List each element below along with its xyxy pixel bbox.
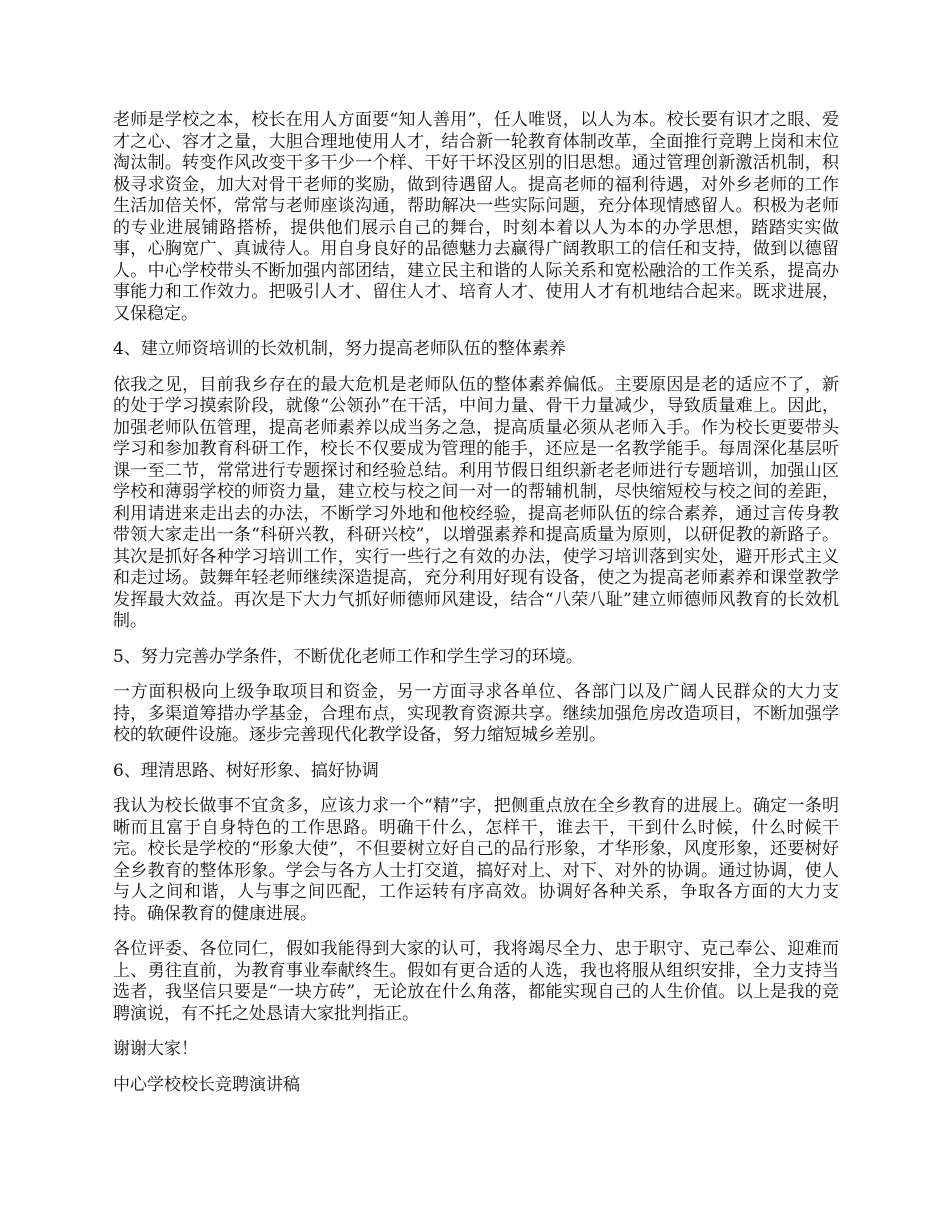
section-heading-4: 4、建立师资培训的长效机制，努力提高老师队伍的整体素养 — [113, 339, 566, 359]
section-heading-6: 6、理清思路、树好形象、搞好协调 — [113, 760, 379, 781]
section-heading-5: 5、努力完善办学条件，不断优化老师工作和学生学习的环境。 — [113, 646, 583, 667]
document-page — [113, 110, 839, 1110]
paragraph-teacher-training: 依我之见，目前我乡存在的最大危机是老师队伍的整体素养偏低。主要原因是老的适应不了，新的处于学习摸索阶段，就像“公领孙”在干活，中间力量、骨干力量减少，导致质量难上。因此，加强老师队伍管理，提高老师素养以成当务之急，提高质量必须从老师入手。作为校长更要带头学习和参加教育科研工作，校长不仅要成为管理的能手，还应是一名教学能手。每周深化基层听课一至二节，常常进行专题探讨和经验总结。利用节假日组织新老老师进行专题培训，加强山区学校和薄弱学校的师资力量，建立校与校之间一对一的帮辅机制，尽快缩短校与校之间的差距，利用请进来走出去的办法，不断学习外地和他校经验，提高老师队伍的综合素养，通过言传身教带领大家走出一条“科研兴教，科研兴校”，以增强素养和提高质量为原则，以研促教的新路子。其次是抓好各种学习培训工作，实行一些行之有效的办法，使学习培训落到实处，避开形式主义和走过场。鼓舞年轻老师继续深造提高，充分利用好现有设备，使之为提高老师素养和课堂教学发挥最大效益。再次是下大力气抓好师德师风建设，结合“八荣八耻”建立师德师风教育的长效机制。 — [113, 374, 839, 631]
paragraph-talent-retention: 老师是学校之本，校长在用人方面要“知人善用”，任人唯贤，以人为本。校长要有识才之眼、爱才之心、容才之量，大胆合理地使用人才，结合新一轮教育体制改革，全面推行竞聘上岗和末位淘汰制。转变作风改变干多干少一个样、干好干坏没区别的旧思想。通过管理创新激活机制，积极寻求资金，加大对骨干老师的奖励，做到待遇留人。提高老师的福利待遇，对外乡老师的工作生活加倍关怀，常常与老师座谈沟通，帮助解决一些实际问题，充分体现情感留人。积极为老师的专业进展铺路搭桥，提供他们展示自己的舞台，时刻本着以人为本的办学思想，踏踏实实做事，心胸宽广、真诚待人。用自身良好的品德魅力去赢得广阔教职工的信任和支持，做到以德留人。中心学校带头不断加强内部团结，建立民主和谐的人际关系和宽松融洽的工作关系，提高办事能力和工作效力。把吸引人才、留住人才、培育人才、使用人才有机地结合起来。既求进展，又保稳定。 — [113, 110, 839, 324]
paragraph-coordination: 我认为校长做事不宜贪多，应该力求一个“精”字，把侧重点放在全乡教育的进展上。确定一条明晰而且富于自身特色的工作思路。明确干什么，怎样干，谁去干，干到什么时候，什么时候干完。校长是学校的“形象大使”，不但要树立好自己的品行形象，才华形象，风度形象，还要树好全乡教育的整体形象。学会与各方人士打交道，搞好对上、对下、对外的协调。通过协调，使人与人之间和谐，人与事之间匹配，工作运转有序高效。协调好各种关系，争取各方面的大力支持。确保教育的健康进展。 — [113, 796, 839, 924]
document-title-footer: 中心学校校长竞聘演讲稿 — [113, 1074, 300, 1095]
thanks-line: 谢谢大家！ — [113, 1039, 198, 1059]
paragraph-school-conditions: 一方面积极向上级争取项目和资金，另一方面寻求各单位、各部门以及广阔人民群众的大力支持，多渠道筹措办学基金，合理布点，实现教育资源共享。继续加强危房改造项目，不断加强学校的软硬件设施。逐步完善现代化教学设备，努力缩短城乡差别。 — [113, 682, 839, 745]
paragraph-closing-statement: 各位评委、各位同仁，假如我能得到大家的认可，我将竭尽全力、忠于职守、克己奉公、迎难而上、勇往直前，为教育事业奉献终生。假如有更合适的人选，我也将服从组织安排，全力支持当选者，我坚信只要是“一块方砖”，无论放在什么角落，都能实现自己的人生价值。以上是我的竞聘演说，有不托之处恳请大家批判指正。 — [113, 939, 839, 1024]
